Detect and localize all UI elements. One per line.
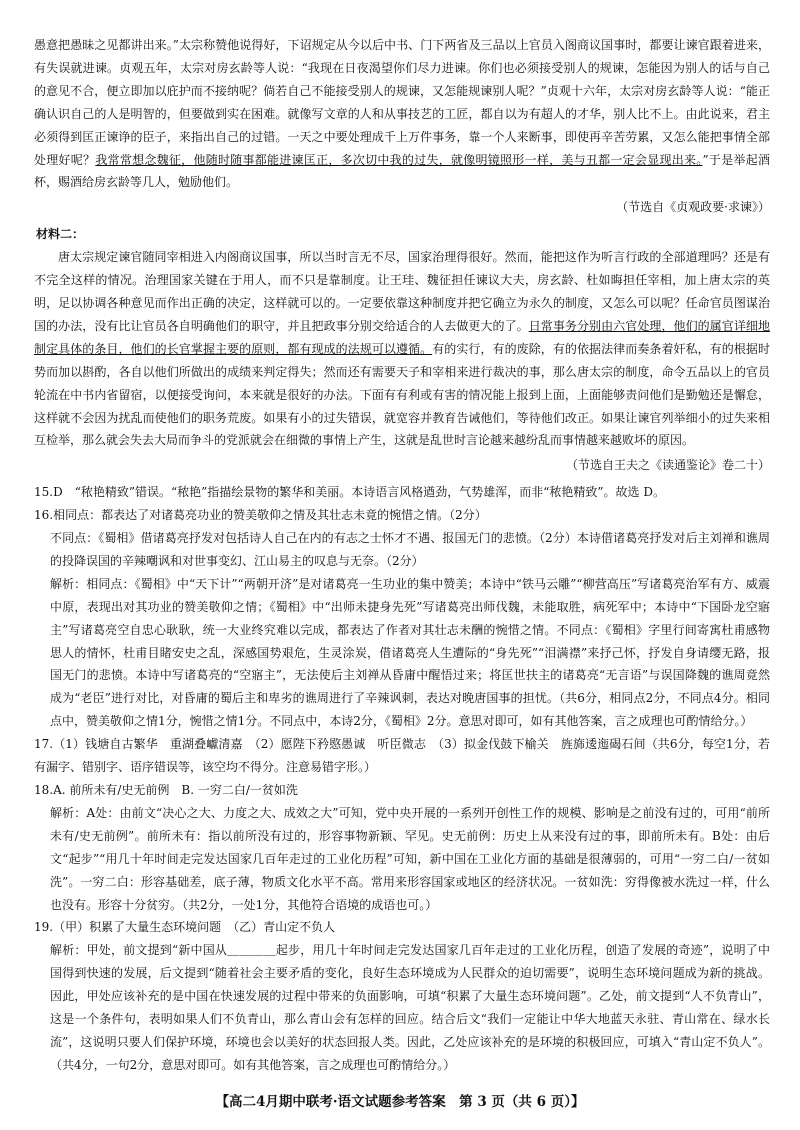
analysis-19: 解析：甲处，前文提到“新中国从＿＿＿＿起步，用几十年时间走完发达国家几百年走过的工业化历程，创造了发展的奇迹”，说明了中国得到快速的发展，后文提到“随着社会主要矛盾的变化，良好生态环境成为人民群众的迫切需要”，说明生态环境问题成为新的挑战。因此，甲处应该补充的是中国在快速发展的过程中带来的负面影响，可填“积累了大量生态环境问题”。乙处，前文提到“人不负青山”，这是一个条件句，表明如果人们不负青山，那么青山会有怎样的回应。结合后文“我们一定能让中华大地蓝天永驻、青山常在、绿水长流”，这说明只要人们保护环境，环境也会以美好的状态回报人类。因此，乙处应该补充的是环境的积极回应，可填入“青山定不负人”。（共4分，一句2分，意思对即可。如有其他答案，言之成理也可酌情给分。） xyxy=(50,943,770,1072)
page-footer: 【高二4月期中联考·语文试题参考答案 第 3 页（共 6 页）】 xyxy=(215,1094,585,1110)
analysis-18: 解析：A处：由前文“决心之大、力度之大、成效之大”可知，党中央开展的一系列开创性工作的规模、影响是之前没有过的，可用“前所未有/史无前例”。前所未有：指以前所没有过的，形容事物新颖、罕见。史无前例：历史上从来没有过的事，即前所未有。B处：由后文“起步”“用几十年时间走完发达国家几百年走过的工业化历程”可知，新中国在工业化方面的基础是很薄弱的，可用“一穷二白/一贫如洗”。一穷二白：形容基础差，底子薄，物质文化水平不高。常用来形容国家或地区的经济状况。一贫如洗：穷得像被水洗过一样，什么也没有。形容十分贫穷。（共2分，一处1分，其他符合语境的成语也可。） xyxy=(50,805,770,912)
analysis-16: 解析：相同点：《蜀相》中“天下计”“两朝开济”是对诸葛亮一生功业的集中赞美；本诗中“铁马云雕”“柳营高压”写诸葛亮治军有方、威震中原，表现出对其功业的赞美敬仰之情；《蜀相》中“出师未捷身先死”写诸葛亮出师伐魏，未能取胜，病死军中；本诗中“下国卧龙空寤主”写诸葛亮空自忠心耿耿，统一大业终究难以完成，都表达了作者对其壮志未酬的惋惜之情。不同点：《蜀相》字里行间寄寓杜甫感物思人的情怀，杜甫目睹安史之乱，深感国势艰危，生灵涂炭，借诸葛亮人生遭际的“身先死”“泪满襟”来抒己怀，抒发自身请缨无路，报国无门的悲愤。本诗中写诸葛亮的“空寤主”，无法使后主刘禅从昏庸中醒悟过来；将匡世扶主的诸葛亮“无言语”与误国降魏的谯周竟然成为“老臣”进行对比，对昏庸的蜀后主和卑劣的谯周进行了辛辣讽刺，表达对晚唐国事的担忧。（共6分，相同点2分，不同点4分。相同点中，赞美敬仰之情1分，惋惜之情1分。不同点中，本诗2分，《蜀相》2分。意思对即可，如有其他答案，言之成理也可酌情给分。） xyxy=(50,576,770,729)
answer-16: 16.相同点：都表达了对诸葛亮功业的赞美敬仰之情及其壮志未竟的惋惜之情。（2分） 不同点：《蜀相》借诸葛亮抒发对包括诗人自己在内的有志之士怀才不遇、报国无门的悲愤。（2分）本诗借诸葛亮抒发对后主刘禅和谯周的投降误国的辛辣嘲讽和对世事变幻、江山易主的叹息与无奈。（2分） 解析：相同点：《蜀相》中“天下计”“两朝开济”是对诸葛亮一生功业的集中赞美；本诗中“铁马云雕”“柳营高压”写诸葛亮治军有方、威震中原，表现出对其功业的赞美敬仰之情；《蜀相》中“出师未捷身先死”写诸葛亮出师伐魏，未能取胜，病死军中；本诗中“下国卧龙空寤主”写诸葛亮空自忠心耿耿，统一大业终究难以完成，都表达了作者对其壮志未酬的惋惜之情。不同点：《蜀相》字里行间寄寓杜甫感物思人的情怀，杜甫目睹安史之乱，深感国势艰危，生灵涂炭，借诸葛亮人生遭际的“身先死”“泪满襟”来抒己怀，抒发自身请缨无路，报国无门的悲愤。本诗中写诸葛亮的“空寤主”，无法使后主刘禅从昏庸中醒悟过来；将匡世扶主的诸葛亮“无言语”与误国降魏的谯周竟然成为“老臣”进行对比，对昏庸的蜀后主和卑劣的谯周进行了辛辣讽刺，表达对晚唐国事的担忧。（共6分，相同点2分，不同点4分。相同点中，赞美敬仰之情1分，惋惜之情1分。不同点中，本诗2分，《蜀相》2分。意思对即可，如有其他答案，言之成理也可酌情给分。） xyxy=(34,504,770,733)
answer-page xyxy=(34,34,770,1077)
answer-15: 15.D “秾艳精致”错误。“秾艳”指描绘景物的繁华和美丽。本诗语言风格遒劲，气势雄浑，而非“秾艳精致”。故选 D。 xyxy=(34,485,665,500)
material1-source: （节选自《贞观政要·求谏》） xyxy=(616,200,770,215)
underlined-sentence: 我常常想念魏征，他随时随事都能进谏匡正，多次切中我的过失，就像明镜照形一样，美与丑都一定会显现出来。 xyxy=(95,152,703,167)
answer-18: 18.A. 前所未有/史无前例 B. 一穷二白/一贫如洗 解析：A处：由前文“决心之大、力度之大、成效之大”可知，党中央开展的一系列开创性工作的规模、影响是之前没有过的，可用“前所未有/史无前例”。前所未有：指以前所没有过的，形容事物新颖、罕见。史无前例：历史上从来没有过的事，即前所未有。B处：由后文“起步”“用几十年时间走完发达国家几百年走过的工业化历程”可知，新中国在工业化方面的基础是很薄弱的，可用“一穷二白/一贫如洗”。一穷二白：形容基础差，底子薄，物质文化水平不高。常用来形容国家或地区的经济状况。一贫如洗：穷得像被水洗过一样，什么也没有。形容十分贫穷。（共2分，一处1分，其他符合语境的成语也可。） xyxy=(34,779,770,916)
answer-19: 19.（甲）积累了大量生态环境问题 （乙）青山定不负人 解析：甲处，前文提到“新中国从＿＿＿＿起步，用几十年时间走完发达国家几百年走过的工业化历程，创造了发展的奇迹”，说明了中国得到快速的发展，后文提到“随着社会主要矛盾的变化，良好生态环境成为人民群众的迫切需要”，说明生态环境问题成为新的挑战。因此，甲处应该补充的是中国在快速发展的过程中带来的负面影响，可填“积累了大量生态环境问题”。乙处，前文提到“人不负青山”，这是一个条件句，表明如果人们不负青山，那么青山会有怎样的回应。结合后文“我们一定能让中华大地蓝天永驻、青山常在、绿水长流”，这说明只要人们保护环境，环境也会以美好的状态回报人类。因此，乙处应该补充的是环境的积极回应，可填入“青山定不负人”。（共4分，一句2分，意思对即可。如有其他答案，言之成理也可酌情给分。） xyxy=(34,916,770,1076)
material2-heading: 材料二： xyxy=(36,227,85,242)
underlined-sentence: 日常事务分别由六官处理，他们的属官详细地制定具体的条目，他们的长官掌握主要的原则，都有现成的法规可以遵循。 xyxy=(34,318,770,356)
material2-passage: 唐太宗规定谏官随同宰相进入内阁商议国事，所以当时言无不尽，国家治理得很好。然而，能把这作为听言行政的全部道理吗？还是有不完全这样的情况。治理国家关键在于用人，而不只是靠制度。让王珪、魏征担任谏议大夫，房玄龄、杜如晦担任宰相，加上唐太宗的英明，足以协调各种意见而作出正确的决定，这样就可以的。一定要依靠这种制度并把它确立为永久的制度，又怎么可以呢？任命官员图谋治国的办法，没有比让官员各自明确他们的职守，并且把政事分别交给适合的人去做更大的了。日常事务分别由六官处理，他们的属官详细地制定具体的条目，他们的长官掌握主要的原则，都有现成的法规可以遵循。有的实行，有的废除，有的依据法律而奏条着奸私，有的根据时势而加以斟酌，各自以他们所做出的成绩来判定得失；然而还有需要天子和宰相来进行裁决的事，那么唐太宗的制度，命令五品以上的官员轮流在中书内省留宿，以便接受询问，本来就是很好的办法。下面有有利或有害的情况能上报到上面，上面能够责问他们是勤勉还是懈怠，这样就不会因为扰乱而使他们的职务荒废。如果有小的过失错误，就宽容并教育告诫他们，等待他们改正。如果让谏官列举细小的过失来相互检举，那么就会失去大局而争斗的党派就会在细微的事情上产生，这就是乱世时言论越来越纷乱而事情越来越败坏的原因。 xyxy=(34,250,770,448)
answer-17: 17.（1）钱塘自古繁华 重湖叠巘清嘉 （2）愿陛下矜愍愚诚 听臣微志 （3）拟金伐鼓下榆关 旌旆逶迤碣石间（共6分，每空1分，若有漏字、错别字、语序错误等，该空均不得分。注意易错字形。） xyxy=(34,737,770,775)
material1-passage: 愚意把愚昧之见都讲出来。”太宗称赞他说得好，下诏规定从今以后中书、门下两省及三品以上官员入阁商议国事时，都要让谏官跟着进来，有失误就进谏。贞观五年，太宗对房玄龄等人说：“我现在日夜渴望你们尽力进谏。你们也必须接受别人的规谏，怎能因为别人的话与自己的意见不合，便立即加以庇护而不接纳呢？倘若自己不能接受别人的规谏，又怎能规谏别人呢？”贞观十六年，太宗对房玄龄等人说：“能正确认识自己的人是明智的，但要做到实在困难。就像写文章的人和从事技艺的工匠，都自以为有超人的才华，别人比不上。由此说来，君主必须得到匡正谏诤的臣子，来指出自己的过错。一天之中要处理成千上万件事务，靠一个人来断事，即使再辛苦劳累，又怎么能把事情全部处理好呢？我常常想念魏征，他随时随事都能进谏匡正，多次切中我的过失，就像明镜照形一样，美与丑都一定会显现出来。”于是举起酒杯，赐酒给房玄龄等几人，勉励他们。 xyxy=(34,38,770,190)
material2-source: （节选自王夫之《读通鉴论》卷二十） xyxy=(565,458,770,473)
